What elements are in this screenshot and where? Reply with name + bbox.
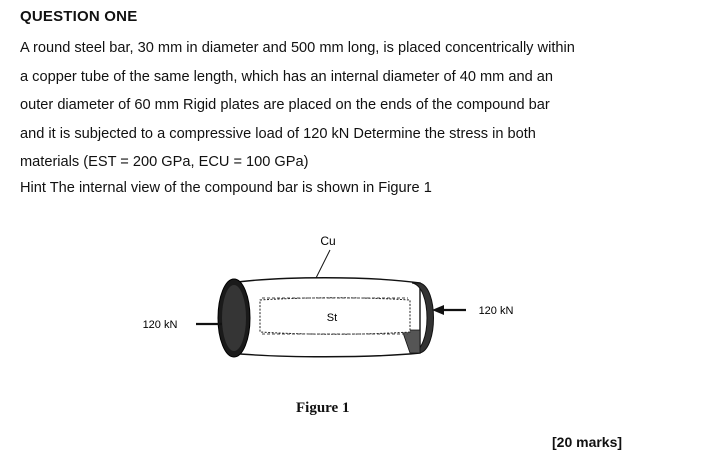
right-load-label: 120 kN [478,305,514,317]
question-text [20,34,660,177]
question-line-4: and it is subjected to a compressive load of 120 kN Determine the stress in both [20,125,536,142]
left-load-label: 120 kN [142,319,178,331]
copper-label: Cu [320,234,336,248]
question-heading: QUESTION ONE [20,8,138,25]
question-line-1: A round steel bar, 30 mm in diameter and 500 mm long, is placed concentrically within [20,40,575,56]
question-line-5: materials (EST = 200 GPa, ECU = 100 GPa) [20,154,309,171]
question-line-3: outer diameter of 60 mm Rigid plates are placed on the ends of the compound bar [20,97,550,114]
question-line-2: a copper tube of the same length, which has an internal diameter of 40 mm and an [20,68,553,85]
figure-caption: Figure 1 [296,400,350,416]
marks-total: [20 marks] [552,434,623,450]
hint-text: Hint The internal view of the compound bar is shown in Figure 1 [20,180,432,196]
left-end-plate-texture [222,285,246,351]
copper-leader-line [315,250,330,280]
steel-label: St [326,312,338,324]
compound-bar-figure [120,228,540,378]
